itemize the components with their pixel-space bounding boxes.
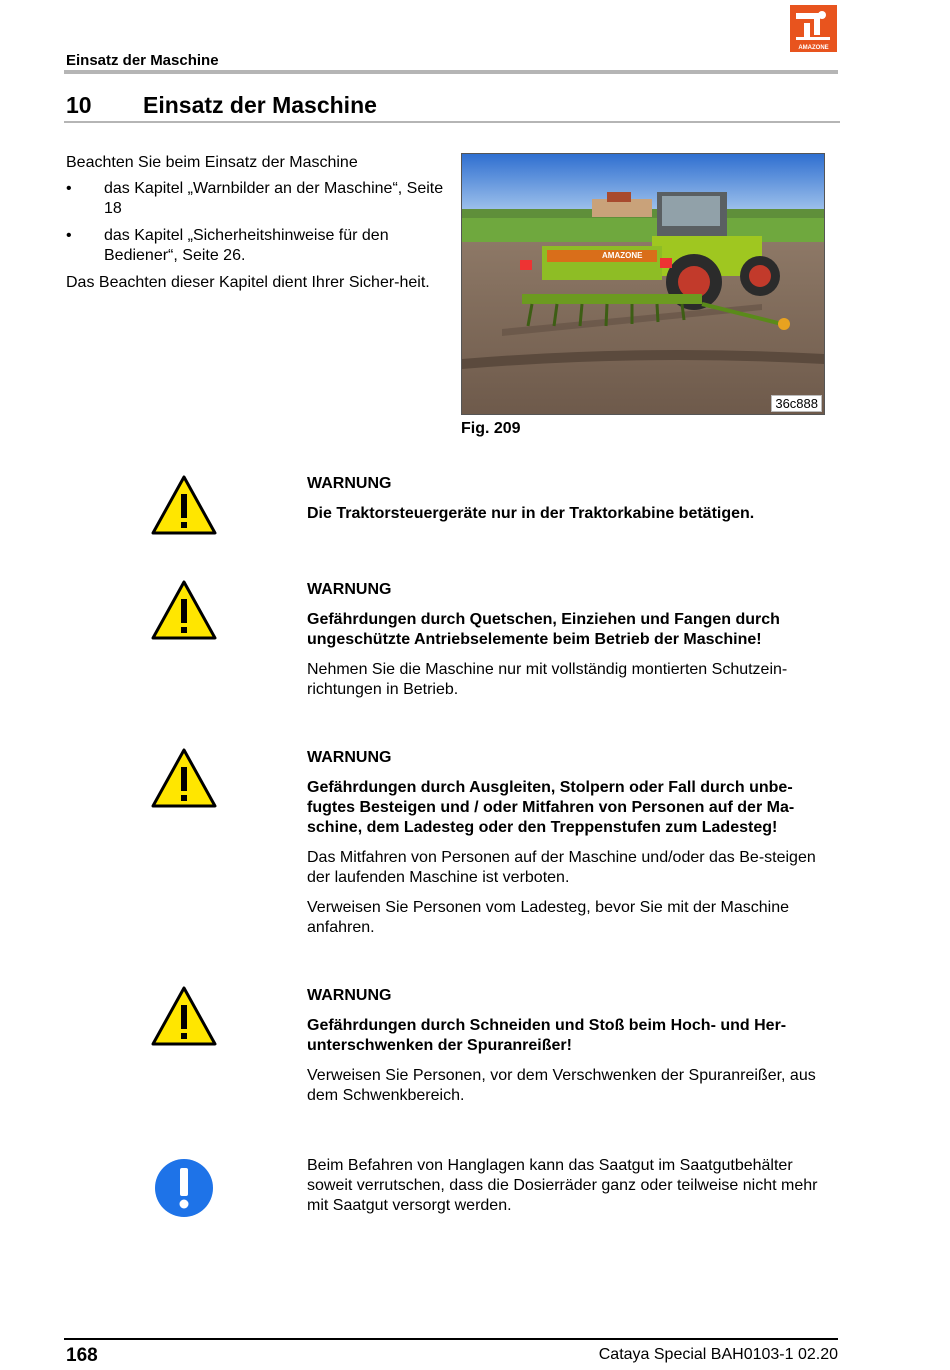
warning-block — [307, 986, 829, 1116]
warning-text: Nehmen Sie die Maschine nur mit vollständig montierten Schutzein-richtungen in Betrieb. — [307, 661, 788, 698]
info-text: Beim Befahren von Hanglagen kann das Saatgut im Saatgutbehälter soweit verrutschen, dass die Dosierräder ganz oder teilweise nicht mehr mit Saatgut versorgt werden. — [307, 1157, 818, 1214]
warning-label: WARNUNG — [307, 749, 392, 766]
warning-triangle-icon — [150, 985, 218, 1052]
warning-triangle-icon — [150, 747, 218, 814]
amazone-logo — [790, 5, 837, 52]
running-header: Einsatz der Maschine — [66, 52, 219, 69]
list-item — [66, 226, 446, 266]
warning-heading: Gefährdungen durch Quetschen, Einziehen und Fangen durch ungeschützte Antriebselemente beim Betrieb der Maschine! — [307, 611, 780, 648]
document-reference: Cataya Special BAH0103-1 02.20 — [598, 1346, 838, 1363]
machine-brand-label: AMAZONE — [602, 251, 643, 260]
list-item — [66, 179, 446, 219]
warning-text: Verweisen Sie Personen vom Ladesteg, bevor Sie mit der Maschine anfahren. — [307, 899, 790, 936]
warning-heading: Die Traktorsteuergeräte nur in der Traktorkabine betätigen. — [307, 505, 755, 522]
bullet-icon: • — [66, 180, 72, 197]
info-exclamation-icon — [154, 1158, 214, 1223]
info-block — [307, 1156, 829, 1226]
warning-text: Verweisen Sie Personen, vor dem Verschwenken der Spuranreißer, aus dem Schwenkbereich. — [307, 1067, 816, 1104]
figure-photo — [461, 153, 825, 415]
warning-block — [307, 580, 829, 710]
logo-text: AMAZONE — [798, 45, 829, 51]
header-rule — [64, 70, 838, 74]
warning-block — [307, 748, 829, 948]
chapter-rule — [64, 121, 840, 123]
warning-heading: Gefährdungen durch Ausgleiten, Stolpern oder Fall durch unbe-fugtes Besteigen und / oder Mitfahren von Personen auf der Ma-schine, dem Ladesteg oder den Treppenstufen zum Ladesteg! — [307, 779, 795, 836]
warning-triangle-icon — [150, 474, 218, 541]
chapter-title: Einsatz der Maschine — [143, 92, 377, 118]
intro-lead: Beachten Sie beim Einsatz der Maschine — [66, 154, 358, 171]
warning-block — [307, 474, 829, 534]
warning-heading: Gefährdungen durch Schneiden und Stoß beim Hoch- und Her-unterschwenken der Spuranreißer! — [307, 1017, 787, 1054]
warning-label: WARNUNG — [307, 987, 392, 1004]
warning-triangle-icon — [150, 579, 218, 646]
intro-bullet-list — [66, 179, 446, 266]
footer-rule — [64, 1338, 838, 1340]
warning-text: Das Mitfahren von Personen auf der Maschine und/oder das Be-steigen der laufenden Maschine ist verboten. — [307, 849, 816, 886]
chapter-number: 10 — [66, 92, 92, 118]
figure-code: 36c888 — [771, 395, 822, 412]
warning-label: WARNUNG — [307, 475, 392, 492]
bullet-icon: • — [66, 227, 72, 244]
list-item-text: das Kapitel „Sicherheitshinweise für den Bediener“, Seite 26. — [104, 227, 389, 264]
warning-label: WARNUNG — [307, 581, 392, 598]
figure-caption: Fig. 209 — [461, 420, 521, 437]
intro-note: Das Beachten dieser Kapitel dient Ihrer Sicher-heit. — [66, 274, 430, 291]
list-item-text: das Kapitel „Warnbilder an der Maschine“, Seite 18 — [104, 180, 444, 217]
intro-section — [66, 153, 446, 293]
page-number: 168 — [66, 1345, 98, 1366]
